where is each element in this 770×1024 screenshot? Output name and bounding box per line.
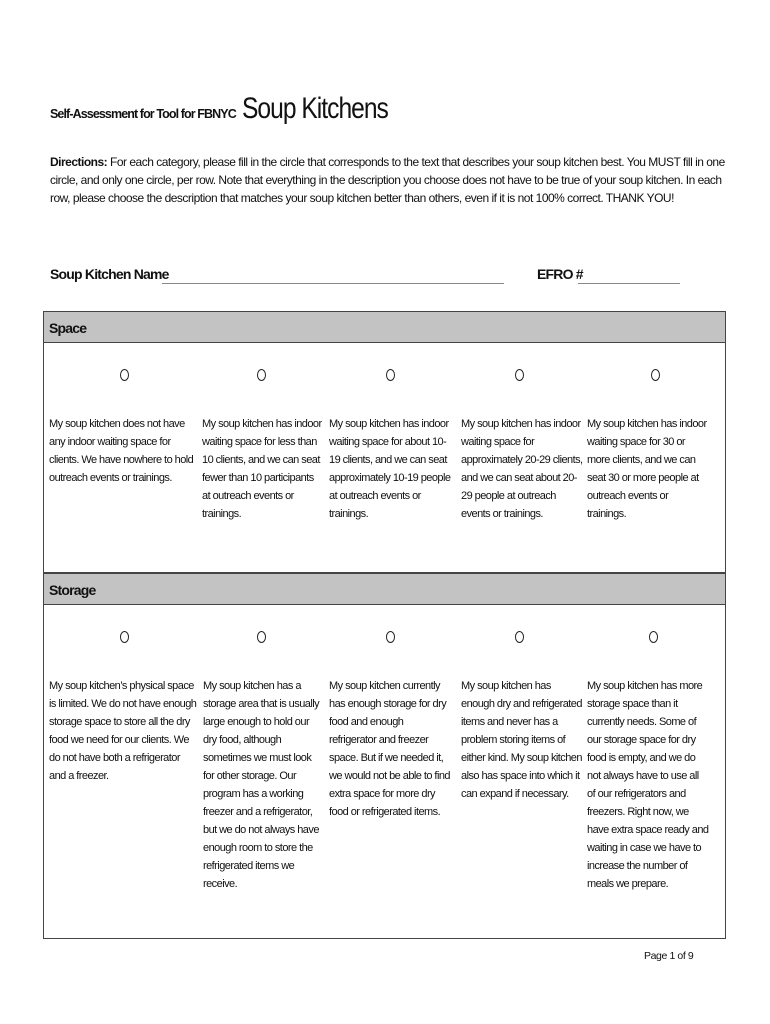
radio-circle[interactable]: [120, 631, 129, 643]
directions-paragraph: [50, 153, 730, 207]
section-header: Storage: [44, 573, 725, 605]
name-fields-row: [50, 266, 680, 290]
section-header: Space: [44, 311, 725, 343]
option-description: My soup kitchen has indoor waiting space for 30 or more clients, and we can seat 30 or more people at outreach events or trainings.: [587, 418, 707, 520]
radio-circle[interactable]: [257, 631, 266, 643]
directions-text: For each category, please fill in the circle that corresponds to the text that describes your soup kitchen best. You MUST fill in one circle, and only one circle, per row. Note that everything in the description you choose does not have to be true of your soup kitchen. In each row, please choose the description that matches your soup kitchen better than others, even if it is not 100% correct. THANK YOU!: [50, 155, 725, 205]
title-main: Soup Kitchens: [242, 92, 389, 125]
section-space: [43, 311, 726, 573]
radio-circle[interactable]: [257, 369, 266, 381]
option-description: My soup kitchen has more storage space than it currently needs. Some of our storage space for dry food is empty, and we do not always have to use all of our refrigerators and freezers. Right now, we have extra space ready and waiting in case we have to increase the number of meals we prepare.: [587, 680, 709, 890]
radio-circle[interactable]: [515, 369, 524, 381]
option-description: My soup kitchen has indoor waiting space for about 10-19 clients, and we can seat approximately 10-19 people at outreach events or trainings.: [329, 418, 451, 520]
directions-label: Directions:: [50, 155, 108, 169]
page-title: [50, 92, 420, 126]
option-description: My soup kitchen’s physical space is limited. We do not have enough storage space to store all the dry food we need for our clients. We do not have both a refrigerator and a freezer.: [49, 680, 197, 782]
option-description: My soup kitchen does not have any indoor waiting space for clients. We have nowhere to hold outreach events or trainings.: [49, 418, 194, 484]
radio-circle[interactable]: [386, 631, 395, 643]
efro-input[interactable]: [578, 283, 680, 284]
section-storage: [43, 573, 726, 939]
option-description: My soup kitchen currently has enough storage for dry food and enough refrigerator and freezer space. But if we needed it, we would not be able to find extra space for more dry food or refrigerated items.: [329, 680, 450, 818]
efro-label: EFRO #: [537, 266, 583, 282]
kitchen-name-label: Soup Kitchen Name: [50, 266, 169, 282]
radio-circle[interactable]: [515, 631, 524, 643]
radio-circle[interactable]: [386, 369, 395, 381]
option-description: My soup kitchen has enough dry and refrigerated items and never has a problem storing items of either kind. My soup kitchen also has space into which it can expand if necessary.: [461, 680, 582, 800]
radio-circle[interactable]: [649, 631, 658, 643]
option-description: My soup kitchen has a storage area that is usually large enough to hold our dry food, although sometimes we must look for other storage. Our program has a working freezer and a refrigerator, but we do not always have enough room to store the refrigerated items we receive.: [203, 680, 320, 890]
page-number: Page 1 of 9: [644, 950, 694, 962]
radio-circle[interactable]: [120, 369, 129, 381]
title-prefix: Self-Assessment for Tool for FBNYC: [50, 107, 236, 121]
radio-circle[interactable]: [651, 369, 660, 381]
option-description: My soup kitchen has indoor waiting space for approximately 20-29 clients, and we can seat about 20-29 people at outreach events or trainings.: [461, 418, 583, 520]
kitchen-name-input[interactable]: [162, 283, 504, 284]
option-description: My soup kitchen has indoor waiting space for less than 10 clients, and we can seat fewer than 10 participants at outreach events or trainings.: [202, 418, 322, 520]
